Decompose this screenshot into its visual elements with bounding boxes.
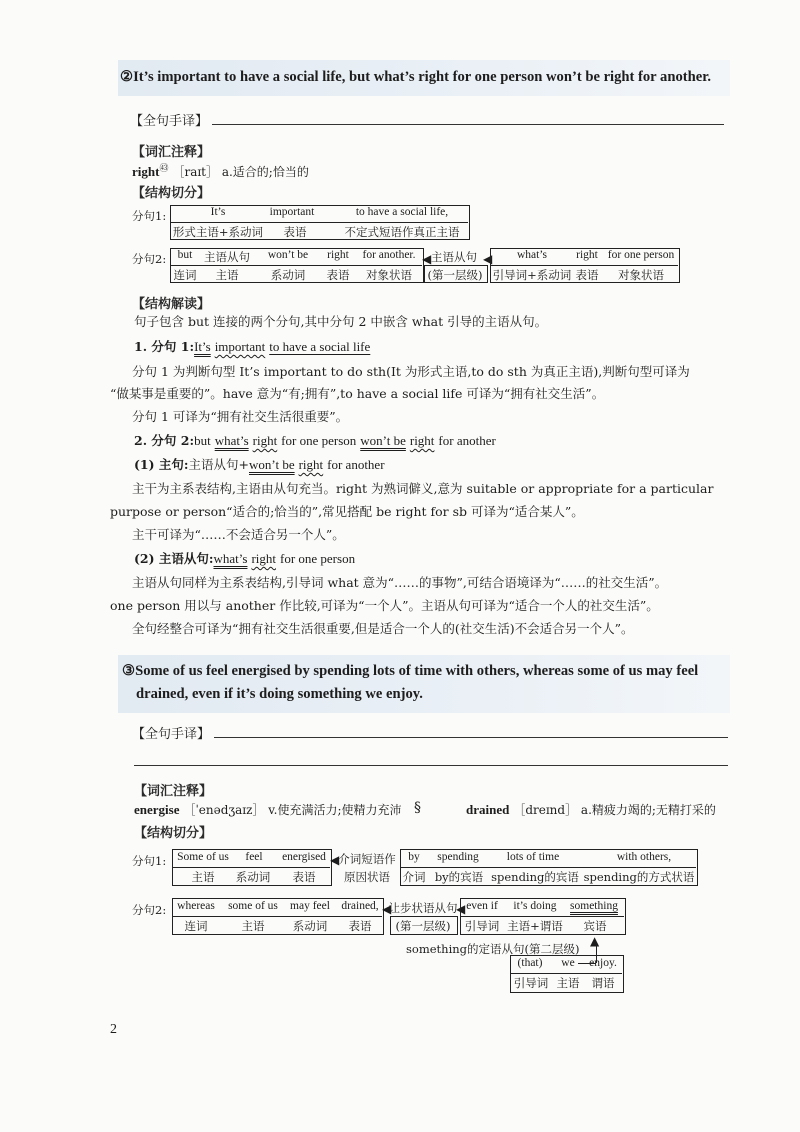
translation-blank-line-2[interactable]: [134, 765, 728, 766]
c2-en-1: 主语从句: [204, 250, 250, 264]
s3c2-mid: 让步状语从句: [388, 901, 458, 915]
arrow-left-icon: ◀: [483, 252, 493, 266]
para-2b: “做某事是重要的”。have 意为“有;拥有”,to have a social life 可译为“拥有社交生活”。: [110, 386, 605, 401]
para-5: 主干可译为“……不会适合另一个人”。: [132, 527, 345, 542]
s3c1s-en-1: spending: [437, 851, 479, 863]
s3-clause1-label: 分句1:: [132, 854, 167, 868]
page-number: 2: [110, 1022, 117, 1037]
structure-label: 【结构切分】: [132, 186, 211, 201]
full-translation-label: 【全句手译】: [132, 727, 211, 742]
c2-zh-0: 连词: [173, 268, 197, 282]
sentence-2-title: ②It’s important to have a social life, but what’s right for one person won’t be right for another.: [120, 69, 711, 85]
c2s-zh-2: 对象状语: [618, 268, 664, 282]
clause2-label: 分句2:: [132, 252, 167, 266]
s3c1-en-1: feel: [245, 851, 263, 863]
s3c2-en-0: whereas: [177, 900, 215, 912]
c1-en-0: It’s: [210, 206, 226, 218]
c2s-zh-0: 引导词+系动词: [492, 268, 572, 282]
vocab-entry-2: drained ［dreɪnd］ a.精疲力竭的;无精打采的: [466, 802, 716, 817]
s3c1-en-0: Some of us: [177, 851, 229, 863]
sentence-3-title-line2: drained, even if it’s doing something we enjoy.: [136, 686, 423, 702]
s3-clause2-label: 分句2:: [132, 903, 167, 917]
heading-clause2: 2. 分句 2:but what’s right for one person won’t be right for another: [134, 433, 496, 448]
s3c1-mid-zh: 原因状语: [344, 870, 390, 884]
vocab-label: 【词汇注释】: [134, 784, 213, 799]
s3c1s-en-0: by: [408, 851, 420, 863]
s3c2-en-3: drained,: [341, 900, 379, 912]
c2-zh-4: 对象状语: [366, 268, 412, 282]
separator-icon: §: [414, 800, 421, 816]
c2-zh-1: 主语: [215, 268, 239, 282]
vocab-entry: right$^㊸$ ［raɪt］ a.适合的;恰当的: [132, 164, 309, 180]
s3c3-zh-2: 谓语: [591, 976, 615, 990]
arrow-left-icon: ◀: [456, 902, 466, 916]
c2s-zh-1: 表语: [575, 268, 599, 282]
structure-label: 【结构切分】: [134, 826, 213, 841]
s3c1s-zh-1: by的宾语: [434, 870, 484, 884]
s3c3-en-2: enjoy.: [589, 957, 617, 969]
s3c2s-zh-0: 引导词: [464, 919, 500, 933]
translation-blank-line[interactable]: [212, 124, 724, 125]
s3c2-en-2: may feel: [290, 900, 330, 912]
s3c1-en-2: energised: [282, 851, 326, 863]
s3c1s-zh-3: spending的方式状语: [583, 870, 695, 884]
full-translation-label: 【全句手译】: [130, 114, 209, 129]
s3c2s-zh-2: 宾语: [583, 919, 607, 933]
s3c1-zh-1: 系动词: [235, 870, 271, 884]
s3c2-en-1: some of us: [228, 900, 278, 912]
c2-zh-2: 系动词: [270, 268, 306, 282]
s3c2-zh-0: 连词: [184, 919, 208, 933]
s3c2-zh-1: 主语: [241, 919, 265, 933]
c1-zh-2: 不定式短语作真正主语: [344, 225, 460, 239]
para-7: 全句经整合可译为“拥有社交生活很重要,但是适合一个人的(社交生活)不会适合另一个人”。: [132, 621, 634, 636]
s3c1s-zh-2: spending的宾语: [491, 870, 579, 884]
s3c1s-zh-0: 介词: [402, 870, 426, 884]
s3c2s-en-2: something: [570, 900, 618, 912]
s3c1s-en-2: lots of time: [506, 851, 560, 863]
frequency-badge-icon: ㊸: [159, 164, 169, 174]
c2s-en-1: right: [576, 249, 598, 261]
translation-blank-line[interactable]: [214, 737, 728, 738]
para-6a: 主语从句同样为主系表结构,引导词 what 意为“……的事物”,可结合语境译为“……的社交生活”。: [132, 575, 668, 590]
c1-en-2: to have a social life,: [355, 206, 449, 218]
s3c3-en-1: we: [561, 957, 575, 969]
s3c1-zh-0: 主语: [191, 870, 215, 884]
analysis-label: 【结构解读】: [132, 297, 211, 312]
vocab-label: 【词汇注释】: [132, 145, 211, 160]
s3c2-zh-3: 表语: [348, 919, 372, 933]
para-6b: one person 用以与 another 作比较,可译为“一个人”。主语从句可译为“适合一个人的社交生活”。: [110, 598, 659, 613]
s3c2-zh-2: 系动词: [292, 919, 328, 933]
vocab-entry-1: energise ［ˈenədʒaɪz］ v.使充满活力;使精力充沛: [134, 802, 402, 817]
clause1-label: 分句1:: [132, 209, 167, 223]
arrow-left-icon: ◀: [330, 853, 340, 867]
para-4a: 主干为主系表结构,主语由从句充当。right 为熟词僻义,意为 suitable or appropriate for a particular: [132, 481, 714, 496]
arrow-up-icon: ▲: [590, 934, 600, 948]
c1-zh-0: 形式主语+系动词: [172, 225, 264, 239]
s3c2s-en-1: it’s doing: [513, 900, 557, 912]
sentence-3-title-line1: ③Some of us feel energised by spending lots of time with others, whereas some of us may feel: [122, 663, 699, 679]
c2-en-0: but: [177, 249, 193, 261]
para-3: 分句 1 可译为“拥有社交生活很重要”。: [132, 409, 349, 424]
s3c1-mid: 介词短语作: [338, 852, 396, 866]
s3c2-mid-zh: (第一层级): [395, 919, 451, 933]
attr-clause-label: something的定语从句(第二层级): [406, 942, 580, 956]
s3c3-zh-0: 引导词: [513, 976, 549, 990]
c2s-en-2: for one person: [607, 249, 675, 261]
para-1: 句子包含 but 连接的两个分句,其中分句 2 中嵌含 what 引导的主语从句。: [134, 314, 548, 329]
s3c1-zh-2: 表语: [292, 870, 316, 884]
arrow-left-icon: ◀: [422, 252, 432, 266]
para-4b: purpose or person“适合的;恰当的”,常见搭配 be right for sb 可译为“适合某人”。: [110, 504, 584, 519]
c2s-en-0: what’s: [516, 249, 548, 261]
c1-en-1: important: [269, 206, 315, 218]
c2-en-2: won’t be: [267, 249, 309, 261]
heading-clause1: 1. 分句 1:It’s important to have a social life: [134, 339, 371, 354]
arrow-left-icon: ◀: [382, 902, 392, 916]
heading-main-clause: (1) 主句:主语从句+won’t be right for another: [134, 457, 385, 472]
s3c2s-zh-1: 主语+谓语: [507, 919, 563, 933]
s3c2s-en-0: even if: [466, 900, 498, 912]
s3c1s-en-3: with others,: [616, 851, 672, 863]
c2-sub-label: 主语从句: [431, 250, 477, 264]
heading-subject-clause: (2) 主语从句:what’s right for one person: [134, 551, 356, 566]
c2-en-3: right: [327, 249, 349, 261]
c2-en-4: for another.: [362, 249, 416, 261]
c1-zh-1: 表语: [283, 225, 307, 239]
c2-sub-level: (第一层级): [427, 268, 483, 282]
c2-zh-3: 表语: [326, 268, 350, 282]
para-2a: 分句 1 为判断句型 It’s important to do sth(It 为形式主语,to do sth 为真正主语),判断句型可译为: [132, 364, 690, 379]
s3c3-zh-1: 主语: [556, 976, 580, 990]
s3c3-en-0: (that): [517, 957, 543, 969]
